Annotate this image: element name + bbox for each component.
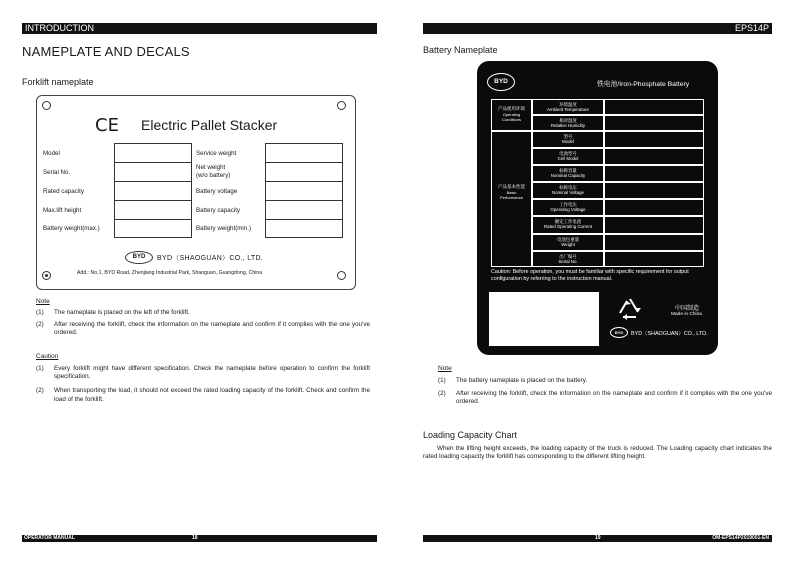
label-max-lift: Max.lift height: [43, 207, 82, 214]
battery-param-row: [532, 251, 704, 267]
battery-param-row: [532, 99, 704, 115]
loading-capacity-heading: Loading Capacity Chart: [423, 430, 518, 440]
forklift-nameplate-subtitle: Forklift nameplate: [22, 77, 94, 87]
battery-param-row: [532, 115, 704, 131]
label-serial: Serial No.: [43, 169, 71, 176]
right-header-text: EPS14P: [734, 23, 769, 33]
param-value-box: [604, 148, 704, 165]
param-label: 环境温度 Ambient Temperature: [532, 99, 604, 115]
param-value-box: [604, 199, 704, 216]
list-item: (1) The battery nameplate is placed on the battery.: [438, 377, 588, 384]
page-title: NAMEPLATE AND DECALS: [22, 44, 190, 59]
ce-mark: CE: [95, 115, 119, 136]
group-basic-performance: 产品基本性能 Basic Performance: [491, 131, 532, 267]
byd-logo: BYD: [125, 251, 153, 264]
left-header-text: INTRODUCTION: [25, 23, 94, 33]
param-value-box: [604, 216, 704, 234]
notes-list: [36, 309, 370, 338]
byd-small-logo: BYD: [610, 327, 628, 338]
left-footer-bar: [22, 535, 377, 542]
right-value-boxes: [265, 143, 343, 238]
right-header-bar: [423, 23, 772, 34]
forklift-nameplate: [36, 95, 356, 290]
param-label: 电池包重量 Weight: [532, 234, 604, 251]
mount-hole-dot-icon: [42, 271, 51, 280]
plate-company: BYD（SHAOGUAN）CO., LTD.: [157, 255, 264, 262]
mount-hole-icon: [337, 271, 346, 280]
param-label: 电池型号 Cell Model: [532, 148, 604, 165]
mount-hole-icon: [337, 101, 346, 110]
list-item: (1) The nameplate is placed on the left of the forklift.: [36, 309, 190, 316]
battery-param-row: [532, 165, 704, 182]
label-battery-capacity: Battery capacity: [196, 207, 241, 214]
note-heading: Note: [438, 365, 452, 372]
loading-capacity-text: When the lifting height exceeds, the loading capacity of the truck is reduced. The Loading capacity chart indicates the rated loading capacity the forklift has corresponding to the different lifting height.: [423, 445, 772, 461]
param-value-box: [604, 182, 704, 199]
param-label: 标称电压 Nominal Voltage: [532, 182, 604, 199]
battery-param-row: [532, 182, 704, 199]
made-in-china-cn: 中国制造: [675, 306, 700, 312]
param-label: 相对湿度 Relative Humidity: [532, 115, 604, 131]
caution-list: [36, 365, 370, 404]
label-net-weight: Net weight (w/o battery): [196, 164, 231, 179]
label-battery-voltage: Battery voltage: [196, 188, 238, 195]
label-battery-weight-max: Battery weight(max.): [43, 225, 100, 232]
notes-list: [438, 377, 772, 407]
battery-nameplate-subtitle: Battery Nameplate: [423, 45, 498, 55]
label-service-weight: Service weight: [196, 150, 237, 157]
recycle-icon: [615, 296, 645, 324]
battery-param-row: [532, 131, 704, 148]
param-value-box: [604, 251, 704, 267]
param-value-box: [604, 165, 704, 182]
param-label: 工作电压 Operating Voltage: [532, 199, 604, 216]
list-item: (2) After receiving the forklift, check the information on the nameplate and confirm if it complies with the one you've ordered.: [438, 390, 772, 406]
made-in-china-en: Made in China: [671, 312, 702, 317]
label-model: Model: [43, 150, 60, 157]
left-header-bar: [22, 23, 377, 34]
battery-param-row: [532, 216, 704, 234]
param-value-box: [604, 131, 704, 148]
label-rated-capacity: Rated capacity: [43, 188, 84, 195]
battery-param-row: [532, 148, 704, 165]
param-value-box: [604, 115, 704, 131]
label-battery-weight-min: Battery weight(min.): [196, 225, 252, 232]
right-page-number: 19: [595, 535, 601, 541]
left-page-number: 18: [192, 535, 198, 541]
left-value-boxes: [114, 143, 192, 238]
plate-heading: Electric Pallet Stacker: [141, 117, 278, 133]
battery-param-row: [532, 234, 704, 251]
list-item: (2) When transporting the load, it should not exceed the rated loading capacity of the forklift. Check and confirm the load of the forklift.: [36, 387, 370, 403]
param-label: 额定工作电流 Rated Operating Current: [532, 216, 604, 234]
qr-code-area: [489, 292, 599, 346]
battery-company: BYD（SHAOGUAN）CO., LTD.: [631, 331, 708, 337]
footer-manual: OPERATOR MANUAL: [24, 535, 75, 541]
mount-hole-icon: [42, 101, 51, 110]
footer-doc-code: OM-EPS14P2019001-EN: [712, 535, 769, 541]
caution-heading: Caution: [36, 353, 59, 360]
list-item: (1) Every forklift might have different specification. Check the nameplate before operation to confirm the forklift specification.: [36, 365, 370, 381]
param-label: 出厂编号 Serial No.: [532, 251, 604, 267]
param-value-box: [604, 99, 704, 115]
param-label: 标称容量 Nominal Capacity: [532, 165, 604, 182]
battery-title: 铁电池/Iron-Phosphate Battery: [597, 81, 690, 88]
battery-param-rows: [532, 99, 704, 267]
list-item: (2) After receiving the forklift, check the information on the nameplate and confirm if it complies with the one you've ordered.: [36, 321, 370, 337]
battery-nameplate: [477, 61, 718, 355]
right-footer-bar: [423, 535, 772, 542]
plate-address: Add.: No.1, BYD Road, Zhenjiang Industrial Park, Shaoguan, Guangdong, China: [77, 270, 263, 276]
param-value-box: [604, 234, 704, 251]
byd-logo: BYD: [487, 73, 515, 91]
note-heading: Note: [36, 298, 50, 305]
battery-param-row: [532, 199, 704, 216]
battery-caution: Caution: Before operation, you must be familiar with specific requirement for output configuration by referring to the instruction manual.: [491, 269, 689, 283]
param-label: 型号 Model: [532, 131, 604, 148]
group-operating-conditions: 产品使用环境 Operating Conditions: [491, 99, 532, 131]
